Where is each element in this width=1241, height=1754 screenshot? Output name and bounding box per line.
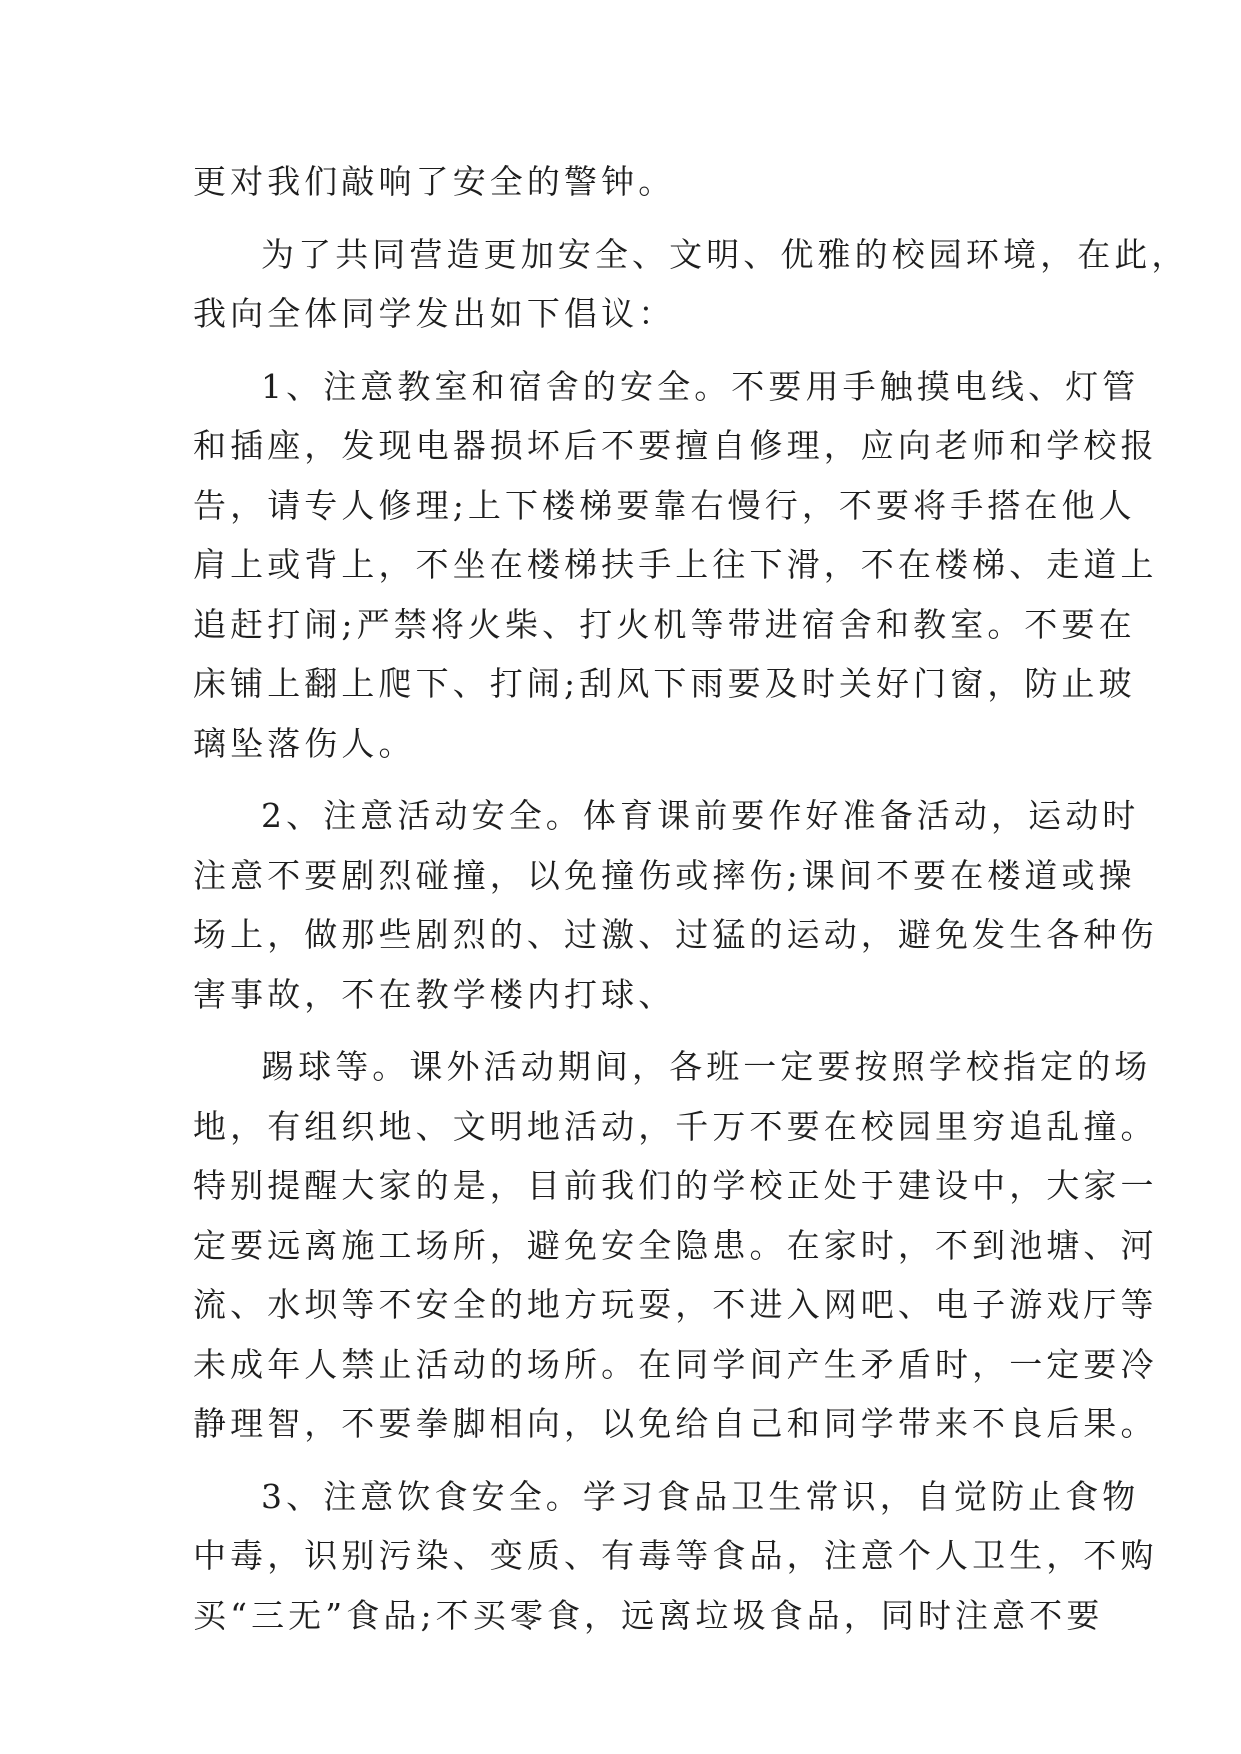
text-line: 为了共同营造更加安全、文明、优雅的校园环境，在此， [261,234,1189,274]
paragraph [193,357,1158,774]
paragraph [193,225,1189,344]
text-line: 中毒，识别污染、变质、有毒等食品，注意个人卫生，不购 [193,1536,1158,1575]
document-body [193,152,1189,1645]
text-line: 1、注意教室和宿舍的安全。不要用手触摸电线、灯管 [261,366,1140,406]
paragraph-spacer [193,1454,1073,1467]
paragraph-spacer [193,773,1073,786]
paragraph-spacer [193,344,1073,357]
text-line: 3、注意饮食安全。学习食品卫生常识，自觉防止食物 [261,1476,1140,1516]
text-line: 追赶打闹;严禁将火柴、打火机等带进宿舍和教室。不要在 [193,604,1136,644]
text-line: 我向全体同学发出如下倡议： [193,294,676,333]
paragraph-spacer [193,212,1073,225]
text-line: 床铺上翻上爬下、打闹;刮风下雨要及时关好门窗，防止玻 [193,664,1136,703]
text-line: 场上，做那些剧烈的、过激、过猛的运动，避免发生各种伤 [193,915,1158,954]
text-line: 璃坠落伤人。 [193,723,416,763]
text-line: 买“三无”食品;不买零食，远离垃圾食品，同时注意不要 [193,1595,1104,1635]
text-line: 肩上或背上，不坐在楼梯扶手上往下滑，不在楼梯、走道上 [193,545,1158,584]
text-line: 和插座，发现电器损坏后不要擅自修理，应向老师和学校报 [193,426,1158,465]
text-line: 注意不要剧烈碰撞，以免撞伤或摔伤;课间不要在楼道或操 [193,855,1136,895]
text-line: 踢球等。课外活动期间，各班一定要按照学校指定的场 [261,1047,1152,1086]
text-line: 定要远离施工场所，避免安全隐患。在家时，不到池塘、河 [193,1225,1158,1265]
paragraph [193,786,1158,1024]
text-line: 未成年人禁止活动的场所。在同学间产生矛盾时，一定要冷 [193,1344,1158,1384]
paragraph-spacer [193,1024,1073,1037]
paragraph [193,1467,1158,1646]
text-line: 流、水坝等不安全的地方玩耍，不进入网吧、电子游戏厅等 [193,1285,1158,1324]
text-line: 害事故，不在教学楼内打球、 [193,974,676,1014]
text-line: 更对我们敲响了安全的警钟。 [193,162,676,201]
text-line: 特别提醒大家的是，目前我们的学校正处于建设中，大家一 [193,1166,1158,1205]
text-line: 2、注意活动安全。体育课前要作好准备活动，运动时 [261,796,1140,835]
paragraph [193,1037,1158,1454]
text-line: 告，请专人修理;上下楼梯要靠右慢行，不要将手搭在他人 [193,485,1136,525]
text-line: 静理智，不要拳脚相向，以免给自己和同学带来不良后果。 [193,1404,1158,1443]
paragraph [193,152,1073,212]
text-line: 地，有组织地、文明地活动，千万不要在校园里穷追乱撞。 [193,1106,1158,1146]
